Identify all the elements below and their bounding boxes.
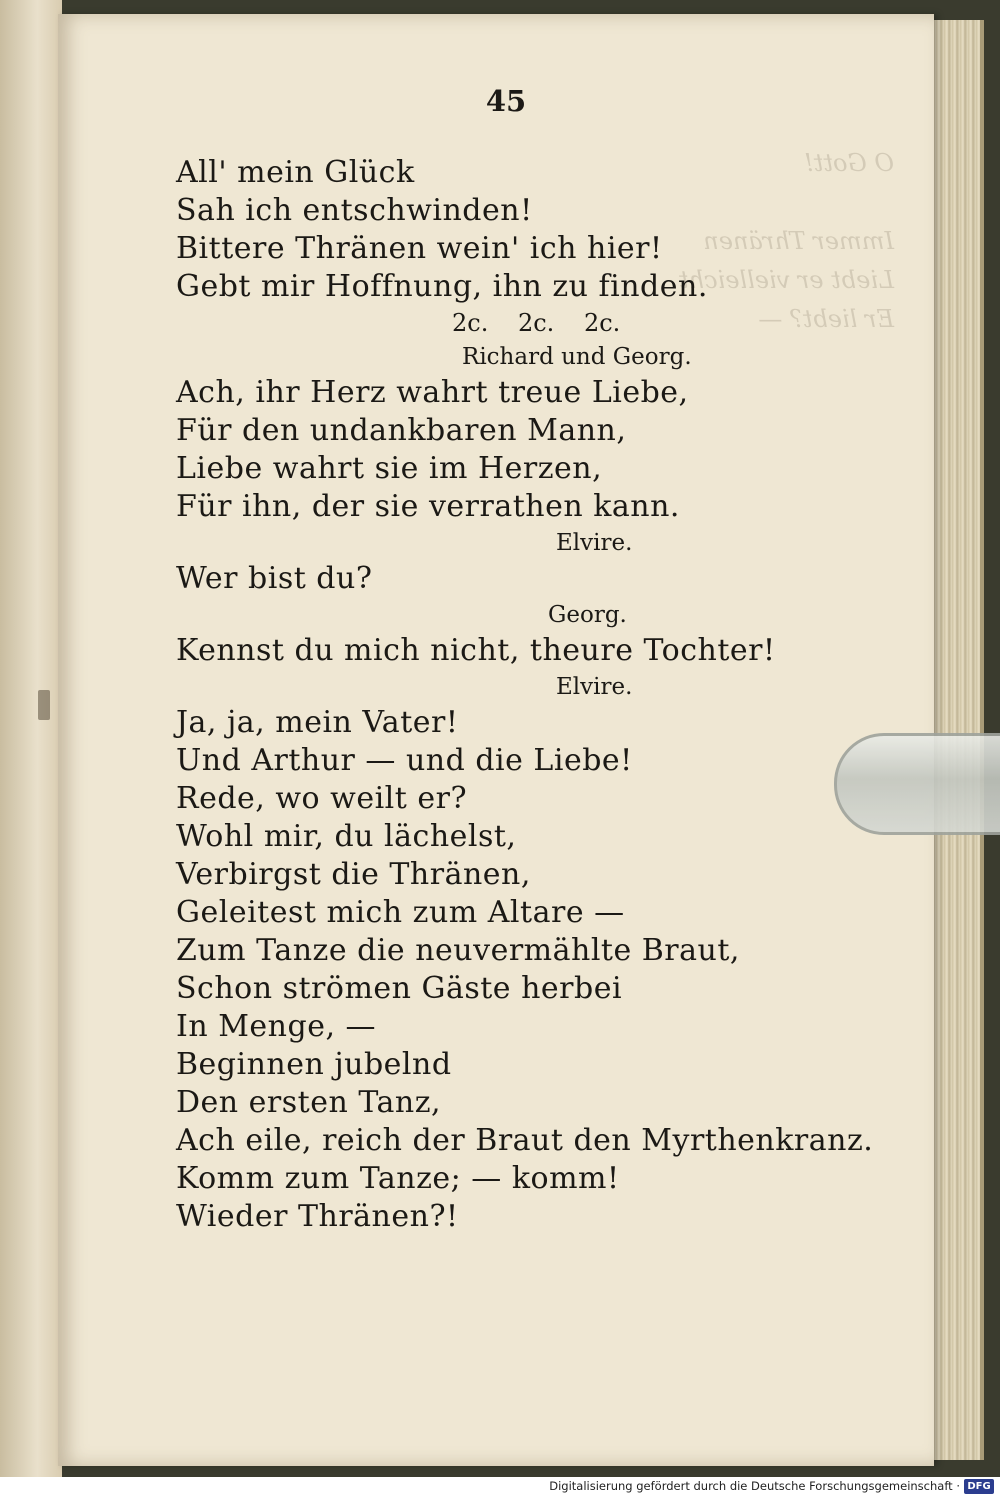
speaker-name: Richard und Georg. [462, 344, 692, 370]
speaker-name: Georg. [548, 602, 627, 628]
verse-line: Komm zum Tanze; — komm! [176, 1161, 620, 1196]
verse-line: Den ersten Tanz, [176, 1085, 442, 1120]
verse-line: Geleitest mich zum Altare — [176, 895, 625, 930]
verse-line: Wieder Thränen?! [176, 1199, 459, 1234]
verse-line: Ach eile, reich der Braut den Myrthenkranz. [176, 1123, 874, 1158]
left-page-edge [0, 0, 62, 1478]
binding-crease [38, 690, 50, 720]
verse-line: Ach, ihr Herz wahrt treue Liebe, [176, 375, 689, 410]
footer-bar [0, 1477, 1000, 1497]
verse-line: Wohl mir, du lächelst, [176, 819, 517, 854]
verse-line: Zum Tanze die neuvermählte Braut, [176, 933, 740, 968]
verse-line: Rede, wo weilt er? [176, 781, 468, 816]
verse-line: Beginnen jubelnd [176, 1047, 452, 1082]
verse-line: Schon strömen Gäste herbei [176, 971, 623, 1006]
verse-text [176, 154, 896, 1236]
speaker-name: Elvire. [556, 530, 633, 556]
verse-line: Für ihn, der sie verrathen kann. [176, 489, 680, 524]
verse-line: All' mein Glück [176, 155, 415, 190]
page-clip [834, 733, 1000, 835]
verse-line: In Menge, — [176, 1009, 377, 1044]
digitization-credit: Digitalisierung gefördert durch die Deutsche Forschungsgemeinschaft · [549, 1479, 960, 1493]
verse-line: Verbirgst die Thränen, [176, 857, 531, 892]
etcetera-line: 2c. 2c. 2c. [452, 309, 621, 337]
verse-line: Kennst du mich nicht, theure Tochter! [176, 633, 776, 668]
dfg-logo: DFG [964, 1479, 994, 1494]
verse-line: Liebe wahrt sie im Herzen, [176, 451, 603, 486]
verse-line: Bittere Thränen wein' ich hier! [176, 231, 663, 266]
verse-line: Gebt mir Hoffnung, ihn zu finden. [176, 269, 708, 304]
verse-line: Sah ich entschwinden! [176, 193, 533, 228]
verse-line: Für den undankbaren Mann, [176, 413, 627, 448]
verse-line: Wer bist du? [176, 561, 373, 596]
verse-line: Und Arthur — und die Liebe! [176, 743, 633, 778]
verse-line: Ja, ja, mein Vater! [176, 705, 459, 740]
page-number: 45 [485, 84, 527, 118]
book-page [58, 14, 934, 1466]
speaker-name: Elvire. [556, 674, 633, 700]
show-through-text: O Gott! Immer Thränen Liebt er vielleicht Er liebt? — [679, 149, 894, 333]
